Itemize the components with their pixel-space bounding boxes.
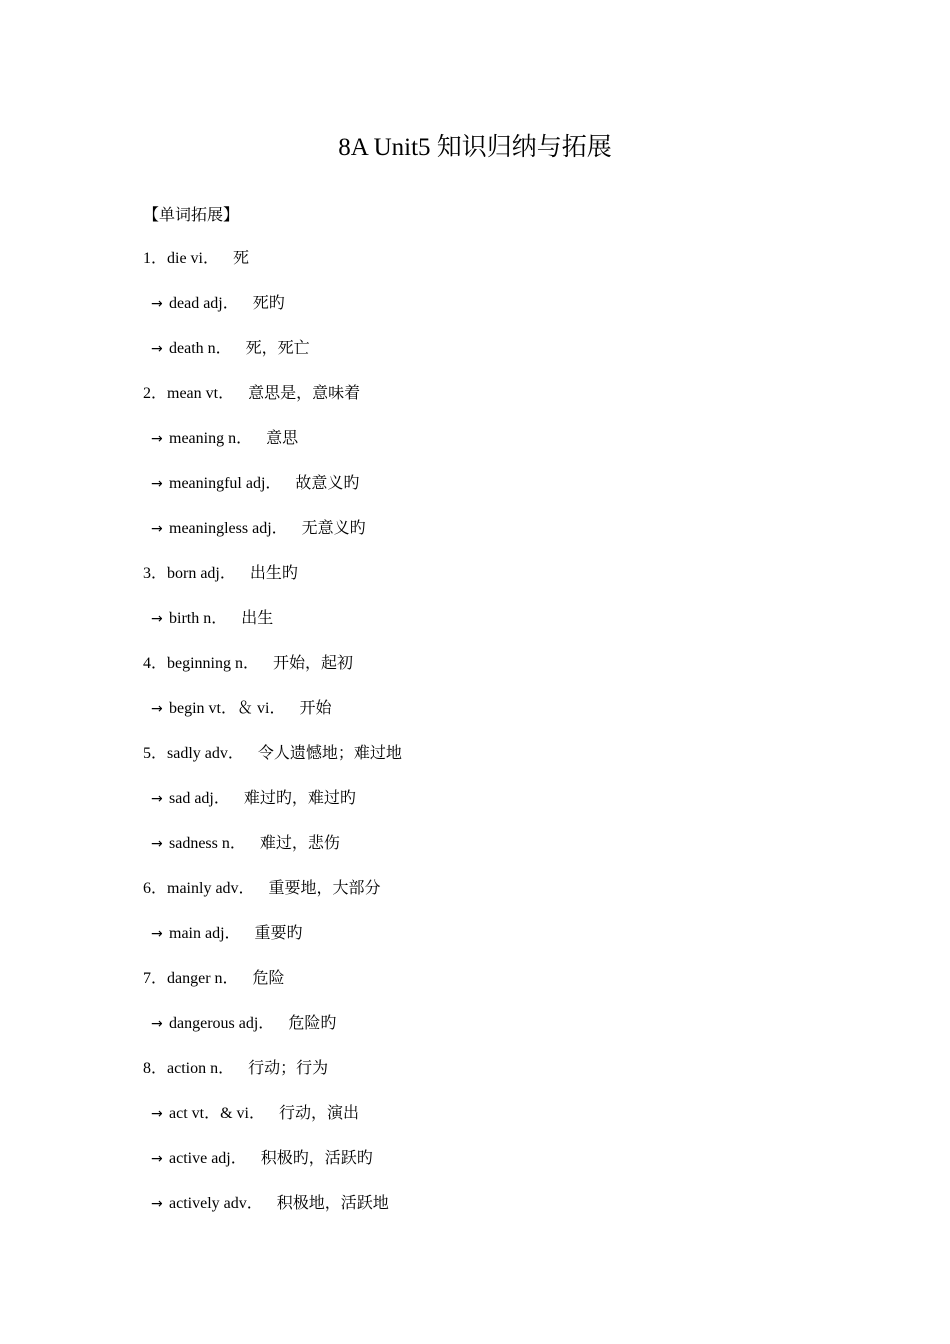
derived-word-item [143, 831, 843, 876]
derived-word-item [143, 291, 843, 336]
derived-word-item [143, 336, 843, 381]
arrow-right-icon: → [151, 1106, 163, 1122]
derived-word-item [143, 786, 843, 831]
arrow-right-icon: → [151, 341, 163, 357]
word-term: death n． [169, 340, 232, 357]
word-term: 1．die vi． [143, 250, 219, 267]
word-meaning: 危险旳 [288, 1015, 337, 1032]
word-meaning: 令人遗憾地；难过地 [257, 745, 402, 762]
derived-word-item [143, 426, 843, 471]
page-title: 8A Unit5 知识归纳与拓展 [338, 134, 612, 161]
vocabulary-item [143, 966, 843, 1011]
word-term: sad adj． [169, 790, 230, 807]
word-term: 5．sadly adv． [143, 745, 244, 762]
word-meaning: 难过旳，难过旳 [243, 790, 356, 807]
derived-word-item [143, 696, 843, 741]
arrow-right-icon: → [151, 1151, 163, 1167]
vocabulary-item [143, 246, 843, 291]
vocabulary-item [143, 741, 843, 786]
arrow-right-icon: → [151, 1016, 163, 1032]
vocabulary-item [143, 876, 843, 921]
arrow-right-icon: → [151, 431, 163, 447]
word-meaning: 行动；行为 [248, 1060, 329, 1077]
vocabulary-item [143, 1056, 843, 1101]
derived-word-item [143, 516, 843, 561]
arrow-right-icon: → [151, 1196, 163, 1212]
word-term: main adj． [169, 925, 241, 942]
derived-word-item [143, 606, 843, 651]
word-term: 7．danger n． [143, 970, 239, 987]
word-term: 2．mean vt． [143, 385, 235, 402]
word-term: 8．action n． [143, 1060, 235, 1077]
vocabulary-item [143, 381, 843, 426]
word-meaning: 死旳 [252, 295, 285, 312]
word-meaning: 开始 [299, 700, 332, 717]
derived-word-item [143, 471, 843, 516]
vocabulary-item [143, 651, 843, 696]
word-term: 4．beginning n． [143, 655, 259, 672]
word-meaning: 积极旳，活跃旳 [260, 1150, 373, 1167]
word-meaning: 开始，起初 [273, 655, 354, 672]
word-meaning: 重要旳 [254, 925, 303, 942]
arrow-right-icon: → [151, 791, 163, 807]
word-meaning: 意思 [266, 430, 299, 447]
arrow-right-icon: → [151, 296, 163, 312]
arrow-right-icon: → [151, 926, 163, 942]
word-meaning: 危险 [252, 970, 285, 987]
word-term: dangerous adj． [169, 1015, 275, 1032]
derived-word-item [143, 1146, 843, 1191]
word-term: 3．born adj． [143, 565, 236, 582]
word-meaning: 死 [233, 250, 250, 267]
word-meaning: 死，死亡 [245, 340, 310, 357]
arrow-right-icon: → [151, 476, 163, 492]
word-meaning: 出生旳 [249, 565, 298, 582]
derived-word-item [143, 1101, 843, 1146]
derived-word-item [143, 1191, 843, 1236]
section-heading: 【单词拓展】 [143, 207, 240, 224]
derived-word-item [143, 1011, 843, 1056]
vocabulary-item [143, 561, 843, 606]
word-term: meaningless adj． [169, 520, 288, 537]
word-meaning: 难过，悲伤 [259, 835, 340, 852]
derived-word-item [143, 921, 843, 966]
word-meaning: 故意义旳 [295, 475, 360, 492]
word-term: begin vt．＆ vi． [169, 700, 286, 717]
arrow-right-icon: → [151, 701, 163, 717]
vocabulary-list [143, 246, 843, 1236]
word-term: active adj． [169, 1150, 247, 1167]
word-meaning: 积极地，活跃地 [276, 1195, 389, 1212]
arrow-right-icon: → [151, 611, 163, 627]
word-meaning: 出生 [241, 610, 274, 627]
word-term: sadness n． [169, 835, 246, 852]
word-term: actively adv． [169, 1195, 263, 1212]
word-meaning: 重要地，大部分 [268, 880, 381, 897]
word-term: meaningful adj． [169, 475, 282, 492]
arrow-right-icon: → [151, 836, 163, 852]
word-term: 6．mainly adv． [143, 880, 255, 897]
arrow-right-icon: → [151, 521, 163, 537]
word-term: meaning n． [169, 430, 253, 447]
word-term: dead adj． [169, 295, 239, 312]
word-meaning: 行动，演出 [279, 1105, 360, 1122]
word-term: birth n． [169, 610, 228, 627]
word-meaning: 无意义旳 [301, 520, 366, 537]
word-term: act vt．& vi． [169, 1105, 265, 1122]
word-meaning: 意思是，意味着 [248, 385, 361, 402]
